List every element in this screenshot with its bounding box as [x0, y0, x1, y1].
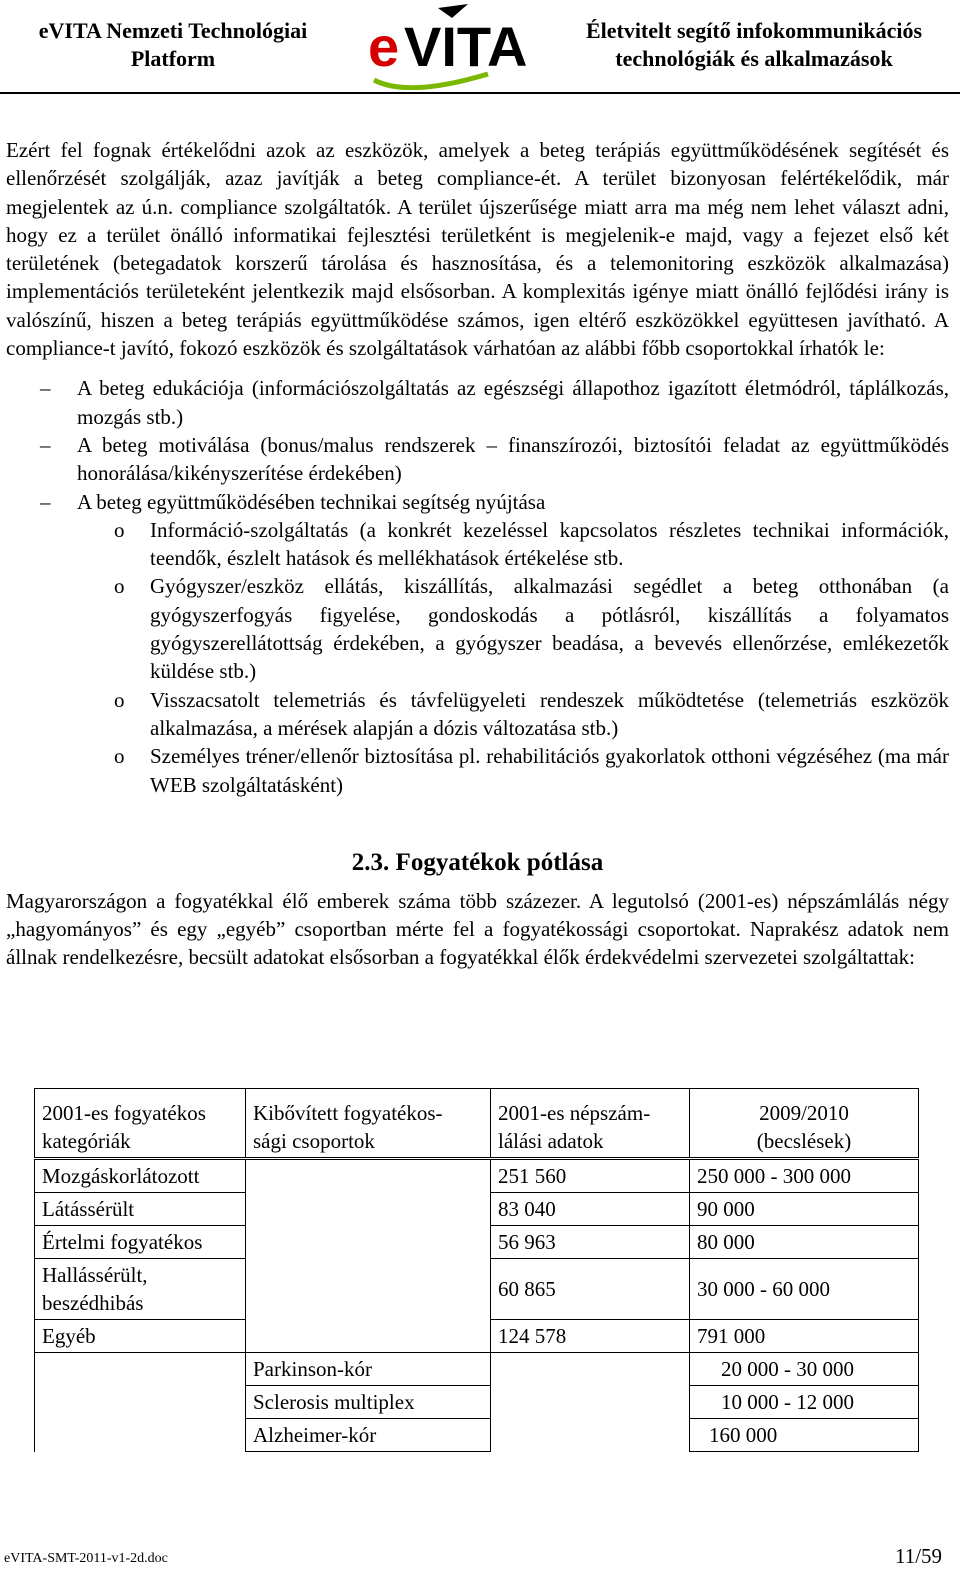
census-cell: 60 865 [491, 1259, 690, 1320]
census-cell: 83 040 [491, 1193, 690, 1226]
estimate-cell: 30 000 - 60 000 [690, 1259, 919, 1320]
table-row [35, 1353, 919, 1386]
census-cell: 251 560 [491, 1159, 690, 1193]
category-cell: Látássérült [35, 1193, 246, 1226]
estimate-cell: 90 000 [690, 1193, 919, 1226]
category-cell: Értelmi fogyatékos [35, 1226, 246, 1259]
extended-group-cell: Parkinson-kór [246, 1353, 491, 1386]
list-item: – A beteg edukációja (információszolgáltatás az egészségi állapothoz igazított életmódról, táplálkozás, mozgás stb.) [6, 374, 949, 431]
header-left-title [8, 17, 338, 73]
category-cell: Mozgáskorlátozott [35, 1159, 246, 1193]
footer-page-number: 11/59 [895, 1544, 943, 1568]
sub-list-item: o Információ-szolgáltatás (a konkrét kezeléssel kapcsolatos részletes technikai információk, teendők, észlelt hatások és mellékhatások értékelése stb. [77, 516, 949, 573]
document-body [6, 136, 949, 972]
sub-list-item: o Visszacsatolt telemetriás és távfelügyeleti rendeszek működtetése (telemetriás eszközök alkalmazása, a mérések alapján a dózis változatása stb.) [77, 686, 949, 743]
estimate-cell: 80 000 [690, 1226, 919, 1259]
census-cell: 124 578 [491, 1320, 690, 1353]
table-header-row [35, 1089, 919, 1159]
extended-group-cell: Sclerosis multiplex [246, 1386, 491, 1419]
list-item: – A beteg motiválása (bonus/malus rendszerek – finanszírozói, biztosítói feladat az együttműködés honorálása/kikényszerítése érdekében) [6, 431, 949, 488]
logo-letter-e: e [368, 15, 400, 78]
header-cell-census: 2001-es népszám- lálási adatok [491, 1089, 690, 1159]
estimate-cell: 20 000 - 30 000 [690, 1353, 919, 1386]
list-item [6, 488, 949, 799]
header-cell-estimate: 2009/2010 (becslések) [690, 1089, 919, 1159]
category-cell: Egyéb [35, 1320, 246, 1353]
sub-list-item: o Gyógyszer/eszköz ellátás, kiszállítás, alkalmazási segédlet a beteg otthonában (a gyógyszerfogyás figyelése, gondoskodás a pótlásról, kiszállítás a folyamatos gyógyszerellátottság érdekében, a gyógyszer beadása, a bevevés ellenőrzése, emlékezetők küldése stb.) [77, 572, 949, 685]
header-cell-extended: Kibővített fogyatékos- sági csoportok [246, 1089, 491, 1159]
header-left-line2: Platform [130, 46, 216, 71]
header-right-line2: technológiák és alkalmazások [615, 46, 893, 71]
empty-census-cell [491, 1353, 690, 1452]
estimate-cell: 10 000 - 12 000 [690, 1386, 919, 1419]
category-cell: Hallássérült, beszédhibás [35, 1259, 246, 1320]
table-row [35, 1159, 919, 1193]
header-right-line1: Életvitelt segítő infokommunikációs [585, 18, 923, 43]
evita-logo [368, 2, 538, 90]
section-paragraph: Magyarországon a fogyatékkal élő emberek száma több százezer. A legutolsó (2001-es) népszámlálás négy „hagyományos” és egy „egyéb” csoportban mérte fel a fogyatékossági csoportokat. Naprakész adatok nem állnak rendelkezésre, becsült adatokat elsősorban a fogyatékkal élők érdekvédelmi szervezetei szolgáltattak: [6, 888, 949, 970]
header-left-line1: eVITA Nemzeti Technológiai [38, 18, 308, 43]
page-header [0, 0, 960, 94]
section-heading: 2.3. Fogyatékok pótlása [351, 848, 604, 876]
footer-document-name: eVITA-SMT-2011-v1-2d.doc [4, 1551, 168, 1566]
compliance-groups-list [6, 374, 949, 798]
extended-group-cell: Alzheimer-kór [246, 1419, 491, 1452]
estimate-cell: 160 000 [690, 1419, 919, 1452]
list-item-text: A beteg együttműködésében technikai segítség nyújtása [77, 489, 546, 514]
empty-category-cell [35, 1353, 246, 1452]
technical-help-sublist [77, 516, 949, 799]
intro-paragraph: Ezért fel fognak értékelődni azok az eszközök, amelyek a beteg terápiás együttműködésének segítését és ellenőrzését szolgálják, azaz javítják a beteg compliance-ét. A terület bizonyosan felértékelődik, már megjelentek az ú.n. compliance szolgáltatók. A terület újszerűsége miatt arra ma még nem lehet választ adni, hogy ez a terület önálló informatikai fejlesztési területként is megjelenik-e majd, vagy a fejezet első két területének (betegadatok korszerű tárolása és hasznosítása, és a telemonitoring eszközök alkalmazása) implementációs területeként jelentkezik majd elsősorban. A komplexitás igénye miatt önálló fejlődési irány is valószínű, hiszen a beteg terápiás együttműködése számos, igen eltérő eszközökkel együttesen javítható. A compliance-t javító, fokozó eszközök és szolgáltatások várhatóan az alábbi főbb csoportokkal írhatók le: [6, 138, 949, 361]
sub-list-item: o Személyes tréner/ellenőr biztosítása pl. rehabilitációs gyakorlatok otthoni végzéséhez (ma már WEB szolgáltatásként) [77, 742, 949, 799]
estimate-cell: 791 000 [690, 1320, 919, 1353]
empty-extended-cell [246, 1159, 491, 1353]
logo-letters-vita: VITA [404, 15, 528, 78]
estimate-cell: 250 000 - 300 000 [690, 1159, 919, 1193]
disability-statistics-table [34, 1088, 919, 1452]
census-cell: 56 963 [491, 1226, 690, 1259]
header-right-title [556, 17, 952, 73]
header-cell-category: 2001-es fogyatékos kategóriák [35, 1089, 246, 1159]
